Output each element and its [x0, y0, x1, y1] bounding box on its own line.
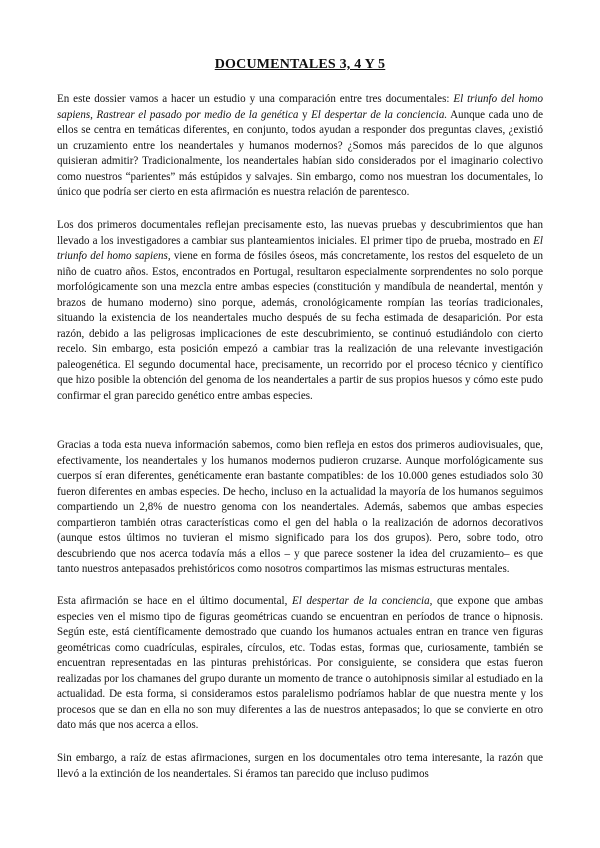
paragraph-genetics — [57, 438, 543, 578]
paragraph-evidence — [57, 218, 543, 404]
documentary-title: El despertar de la conciencia. — [311, 108, 448, 121]
paragraph-text: y — [298, 108, 312, 121]
documentary-title: El despertar de la conciencia, — [292, 595, 433, 607]
paragraph-text: Esta afirmación se hace en el último documental, — [57, 595, 293, 607]
documentary-titles: El triunfo del homo sapiens, Rastrear el pasado por medio de la genética — [57, 93, 543, 121]
paragraph-text: Gracias a toda esta nueva información sabemos, como bien refleja en estos dos primeros audiovisuales, que, efectivamente, los neandertales y los humanos modernos pudieron cruzarse. Aunque morfológicamente sus cuerpos sí eran diferentes, genéticamente eran bastante compatibles: de los 10.000 genes estudiados solo 30 fueron diferentes en ambas especies. De hecho, incluso en la actualidad la mayoría de los humanos seguimos compartiendo un 2,8% de nuestro genoma con los neandertales. Además, sabemos que ambas especies compartieron también otras características como el gen del habla o la realización de adornos decorativos (aunque estos últimos no tuvieran el mismo significado para los dos grupos). Pero, sobre todo, otro descubriendo que nos acerca todavía más a ellos – y que parece sostener la idea del cruzamiento– es que tanto nuestros antepasados prehistóricos como nosotros compartimos las mismas estructuras mentales. — [57, 439, 543, 575]
paragraph-text: Sin embargo, a raíz de estas afirmaciones, surgen en los documentales otro tema interesante, la razón que llevó a la extinción de los neandertales. Si éramos tan parecido que incluso pudimos — [57, 752, 543, 780]
paragraph-text: En este dossier vamos a hacer un estudio y una comparación entre tres documentales: — [57, 93, 454, 105]
paragraph-text: viene en forma de fósiles óseos, más concretamente, los restos del esqueleto de un niño de cuatro años. Estos, encontrados en Portugal, resultaron especialmente sorprendentes no solo porque morfológicamente son una mezcla entre ambas especies (constitución y mandíbula de neandertal, mentón y brazos de humano moderno) sino porque, además, cronológicamente rompían las teorías tradicionales, situando la existencia de los neandertales mucho después de su fecha estimada de desaparición. Por esta razón, debido a las peligrosas implicaciones de este descubrimiento, se continuó estudiándolo con cierto recelo. Sin embargo, esta posición empezó a cambiar tras la realización de una relevante investigación paleogenética. El segundo documental hace, precisamente, un recorrido por el proceso técnico y científico que hizo posible la obtención del genoma de los neandertales a partir de sus propios huesos y cómo este pudo confirmar el gran parecido genético entre ambas especies. — [57, 250, 543, 402]
paragraph-text: que expone que ambas especies ven el mismo tipo de figuras geométricas cuando se encuentran en períodos de trance o hipnosis. Según este, está científicamente demostrado que cuando los humanos actuales entran en trance ven figuras geométricas como cuadrículas, espirales, círculos, etc. Todas estas, formas que, curiosamente, también se encuentran representadas en las pinturas prehistóricas. Por consiguiente, se considera que estas fueron realizadas por los chamanes del grupo durante un momento de trance o autohipnosis similar al estudiado en la actualidad. De esta forma, si consideramos estos paralelismo podríamos hablar de que nuestra mente y los procesos que se dan en ella no son muy diferentes a las de nuestros antepasados; lo que se convierte en otro dato más que nos acerca a ellos. — [57, 595, 543, 731]
paragraph-extinction — [57, 751, 543, 782]
paragraph-intro — [57, 92, 543, 201]
paragraph-text: Aunque cada uno de ellos se centra en temáticas diferentes, en conjunto, todos ayudan a responder dos preguntas claves, ¿existió un cruzamiento entre los neandertales y humanos modernos? ¿Somos más parecidos de lo que algunos quisieran admitir? Tradicionalmente, los neandertales habían sido considerados por el imaginario colectivo como nuestros “parientes” más estúpidos y salvajes. Sin embargo, como nos muestran los documentales, lo único que podría ser cierto en esta afirmación es nuestra relación de parentesco. — [57, 108, 543, 198]
documentary-title: El triunfo del homo sapiens, — [57, 234, 543, 262]
paragraph-consciousness — [57, 594, 543, 734]
paragraph-text: Los dos primeros documentales reflejan precisamente esto, las nuevas pruebas y descubrimientos que han llevado a los investigadores a cambiar sus planteamientos iniciales. El primer tipo de prueba, mostrado en — [57, 219, 543, 247]
page-title: DOCUMENTALES 3, 4 Y 5 — [214, 57, 386, 72]
